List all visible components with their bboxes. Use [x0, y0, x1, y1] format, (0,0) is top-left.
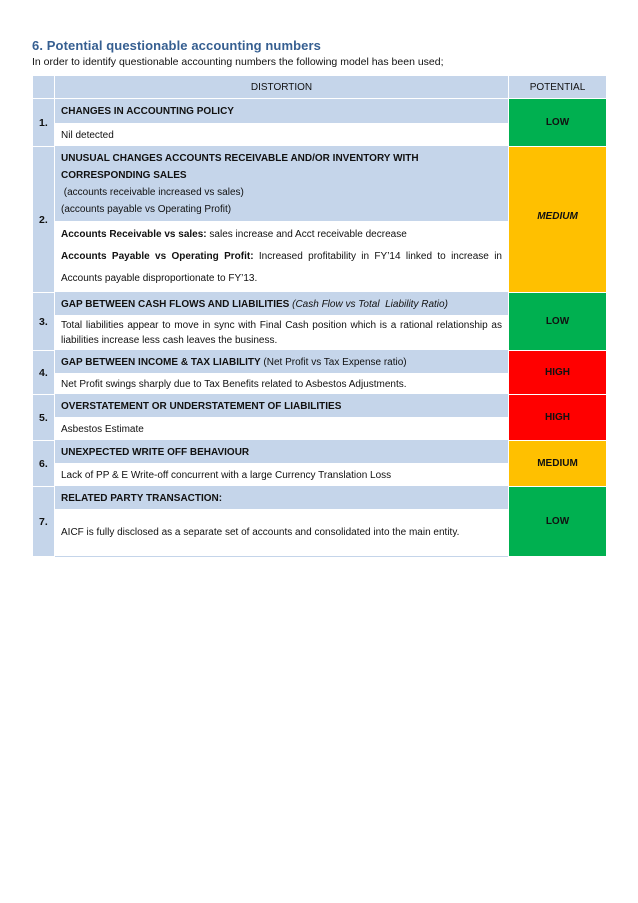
row-title: CHANGES IN ACCOUNTING POLICY [55, 99, 509, 124]
header-distortion: DISTORTION [55, 76, 509, 99]
row-number: 1. [33, 99, 55, 147]
potential-badge: HIGH [509, 395, 607, 441]
potential-badge: LOW [509, 293, 607, 351]
row-number: 3. [33, 293, 55, 351]
row-title-suffix: (Net Profit vs Tax Expense ratio) [260, 356, 407, 368]
potential-badge: LOW [509, 99, 607, 147]
row-title-suffix: (Cash Flow vs Total Liability Ratio) [289, 298, 448, 310]
table-row [33, 441, 607, 464]
table-row [33, 351, 607, 374]
row-detail: Net Profit swings sharply due to Tax Benefits related to Asbestos Adjustments. [55, 374, 509, 395]
table-row [33, 147, 607, 222]
table-row [33, 99, 607, 124]
table-row [33, 395, 607, 418]
header-blank-cell [33, 76, 55, 99]
row-title-block [55, 293, 509, 316]
table-row [33, 293, 607, 316]
row-detail-block [55, 222, 509, 293]
distortion-table [32, 75, 607, 557]
document-page [32, 38, 606, 557]
ap-label: Accounts Payable vs Operating Profit: [61, 251, 254, 262]
potential-badge: MEDIUM [509, 147, 607, 293]
row-number: 7. [33, 487, 55, 557]
row-detail: Asbestos Estimate [55, 418, 509, 441]
ar-text: sales increase and Acct receivable decrease [206, 229, 407, 240]
header-potential: POTENTIAL [509, 76, 607, 99]
ap-text: Increased profitability in FY’14 linked to increase in Accounts payable disproportionate to FY’13. [61, 251, 502, 284]
row-title: RELATED PARTY TRANSACTION: [55, 487, 509, 510]
row-title-block [55, 351, 509, 374]
row-detail: Total liabilities appear to move in sync with Final Cash position which is a rational relationship as liabilities increase less cash leaves the business. [55, 316, 509, 351]
potential-badge: HIGH [509, 351, 607, 395]
row-title: GAP BETWEEN CASH FLOWS AND LIABILITIES [61, 298, 290, 310]
intro-text: In order to identify questionable accounting numbers the following model has been used; [32, 56, 444, 68]
row-title-line2: CORRESPONDING SALES [61, 170, 187, 181]
row-subtitle-1: (accounts receivable increased vs sales) [61, 187, 244, 198]
row-title: UNEXPECTED WRITE OFF BEHAVIOUR [55, 441, 509, 464]
ar-detail [61, 224, 502, 246]
row-detail: AICF is fully disclosed as a separate set of accounts and consolidated into the main entity. [55, 510, 509, 557]
row-detail: Lack of PP & E Write-off concurrent with a large Currency Translation Loss [55, 464, 509, 487]
table-header-row [33, 76, 607, 99]
row-number: 2. [33, 147, 55, 293]
table-row [33, 487, 607, 510]
ar-label: Accounts Receivable vs sales: [61, 229, 207, 240]
section-heading: 6. Potential questionable accounting numbers [32, 38, 321, 53]
row-title: OVERSTATEMENT OR UNDERSTATEMENT OF LIABILITIES [55, 395, 509, 418]
row-title: GAP BETWEEN INCOME & TAX LIABILITY [61, 356, 261, 368]
row-number: 4. [33, 351, 55, 395]
row-number: 5. [33, 395, 55, 441]
row-detail: Nil detected [55, 124, 509, 147]
ap-detail [61, 246, 502, 290]
row-title-block [55, 147, 509, 222]
potential-badge: MEDIUM [509, 441, 607, 487]
row-title-line1: UNUSUAL CHANGES ACCOUNTS RECEIVABLE AND/OR INVENTORY WITH [61, 153, 419, 164]
row-subtitle-2: (accounts payable vs Operating Profit) [61, 204, 232, 215]
potential-badge: LOW [509, 487, 607, 557]
row-number: 6. [33, 441, 55, 487]
